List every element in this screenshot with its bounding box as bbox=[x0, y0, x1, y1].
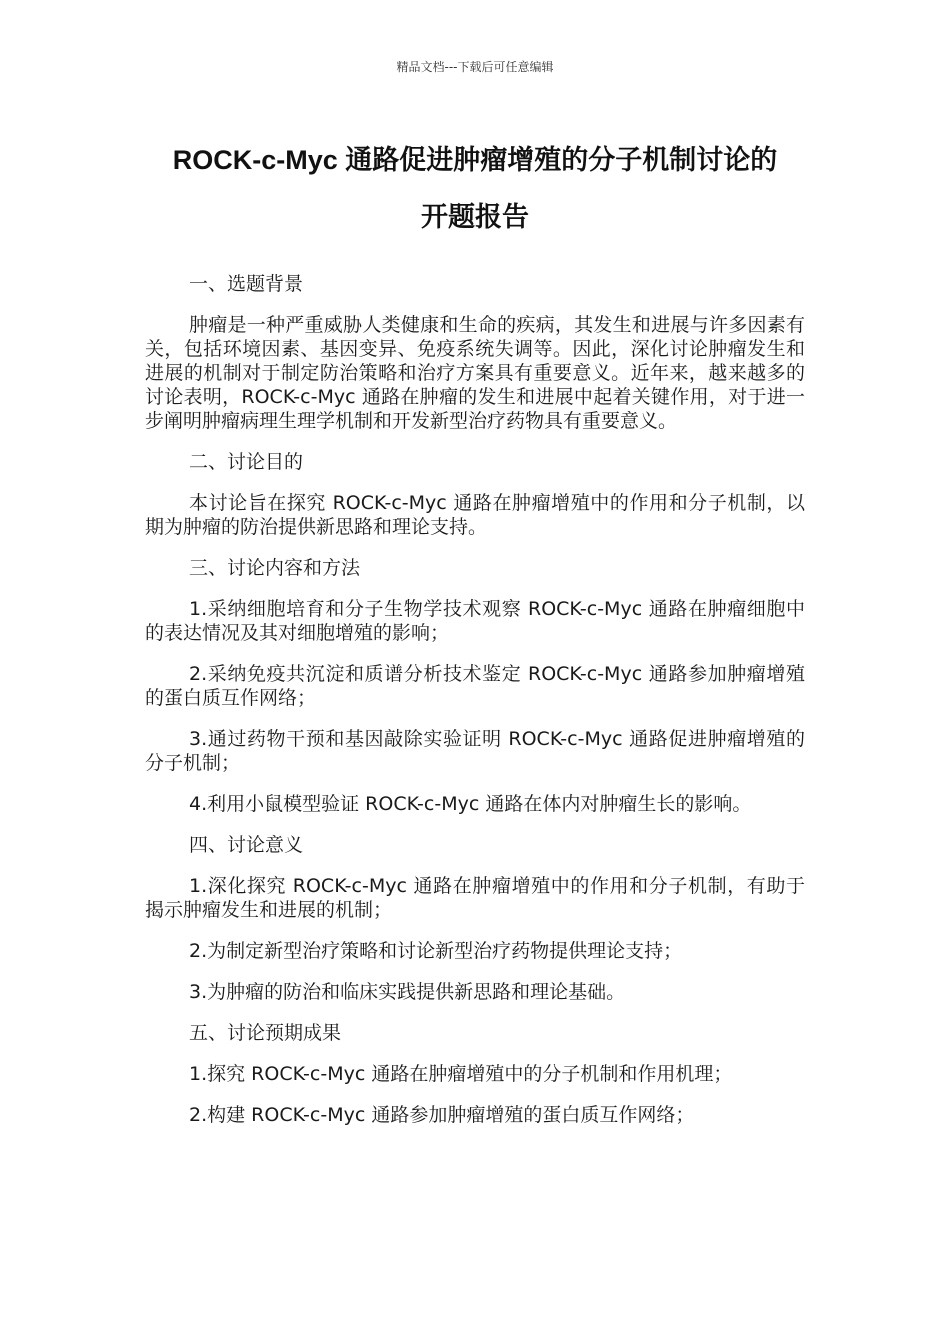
section-heading-expected-results: 五、讨论预期成果 bbox=[189, 1022, 342, 1044]
document-title-line-2: 开题报告 bbox=[421, 202, 529, 232]
significance-item-3: 3.为肿瘤的防治和临床实践提供新思路和理论基础。 bbox=[189, 981, 626, 1003]
method-item-2: 2.采纳免疫共沉淀和质谱分析技术鉴定 ROCK-c-Myc 通路参加肿瘤增殖的蛋白质互作网络； bbox=[145, 663, 805, 709]
purpose-paragraph: 本讨论旨在探究 ROCK-c-Myc 通路在肿瘤增殖中的作用和分子机制，以期为肿瘤的防治提供新思路和理论支持。 bbox=[145, 492, 805, 538]
document-title-line-1: ROCK-c-Myc 通路促进肿瘤增殖的分子机制讨论的 bbox=[172, 145, 778, 175]
significance-item-1: 1.深化探究 ROCK-c-Myc 通路在肿瘤增殖中的作用和分子机制，有助于揭示肿瘤发生和进展的机制； bbox=[145, 875, 805, 921]
expected-result-item-1: 1.探究 ROCK-c-Myc 通路在肿瘤增殖中的分子机制和作用机理； bbox=[189, 1063, 733, 1085]
method-item-3: 3.通过药物干预和基因敲除实验证明 ROCK-c-Myc 通路促进肿瘤增殖的分子机制； bbox=[145, 728, 805, 774]
document-body bbox=[145, 272, 805, 1144]
section-heading-significance: 四、讨论意义 bbox=[189, 834, 304, 856]
significance-item-2: 2.为制定新型治疗策略和讨论新型治疗药物提供理论支持； bbox=[189, 940, 683, 962]
method-item-1: 1.采纳细胞培育和分子生物学技术观察 ROCK-c-Myc 通路在肿瘤细胞中的表达情况及其对细胞增殖的影响； bbox=[145, 598, 805, 644]
method-item-4: 4.利用小鼠模型验证 ROCK-c-Myc 通路在体内对肿瘤生长的影响。 bbox=[189, 793, 752, 815]
background-paragraph: 肿瘤是一种严重威胁人类健康和生命的疾病，其发生和进展与许多因素有关，包括环境因素、基因变异、免疫系统失调等。因此，深化讨论肿瘤发生和进展的机制对于制定防治策略和治疗方案具有重要意义。近年来，越来越多的讨论表明，ROCK-c-Myc 通路在肿瘤的发生和进展中起着关键作用，对于进一步阐明肿瘤病理生理学机制和开发新型治疗药物具有重要意义。 bbox=[145, 314, 805, 432]
section-heading-background: 一、选题背景 bbox=[189, 273, 304, 295]
section-heading-content-methods: 三、讨论内容和方法 bbox=[189, 557, 361, 579]
section-heading-purpose: 二、讨论目的 bbox=[189, 451, 304, 473]
expected-result-item-2: 2.构建 ROCK-c-Myc 通路参加肿瘤增殖的蛋白质互作网络； bbox=[189, 1104, 695, 1126]
header-note: 精品文档---下载后可任意编辑 bbox=[396, 60, 554, 74]
